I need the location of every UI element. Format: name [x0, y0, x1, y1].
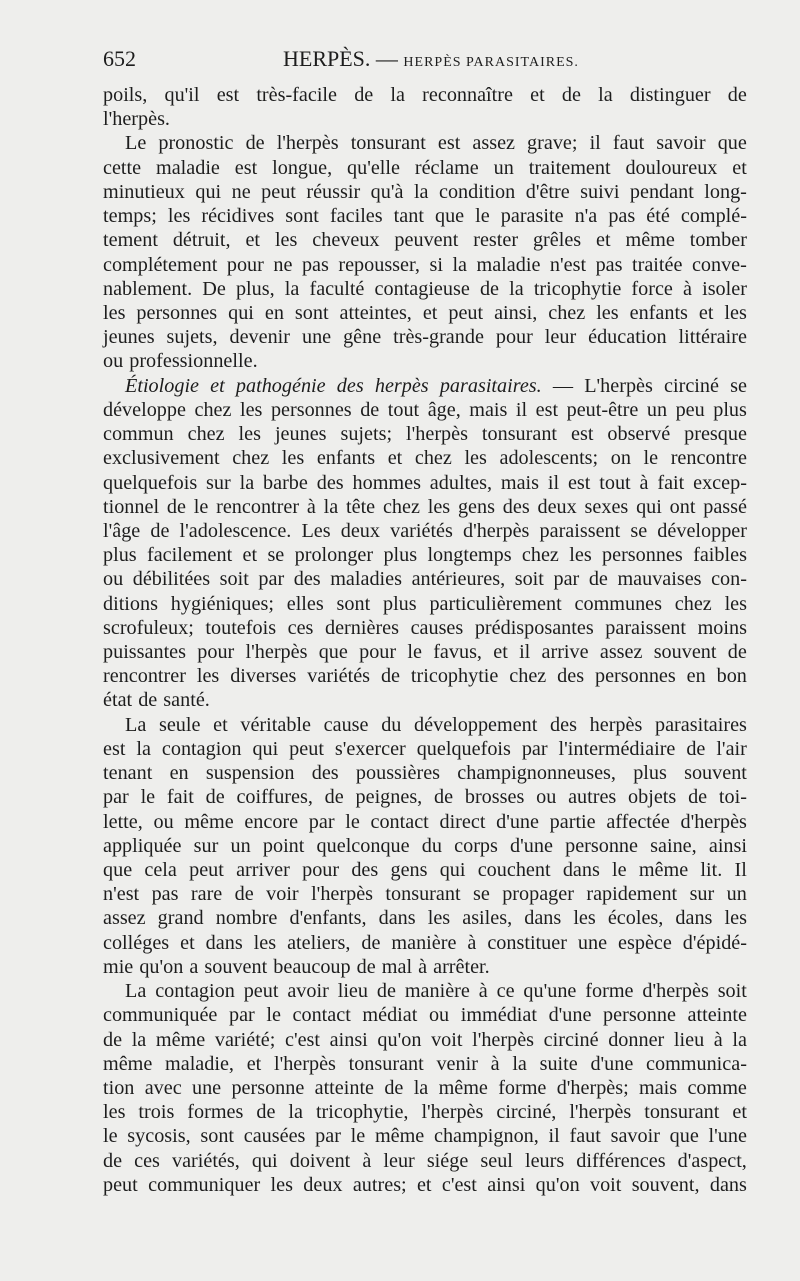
text-line: communiquée par le contact médiat ou immédiat d'une personne atteinte: [103, 1004, 747, 1027]
text-line: l'âge de l'adolescence. Les deux variétés d'herpès paraissent se développer: [103, 519, 747, 542]
text-line: scrofuleux; toutefois ces dernières causes prédisposantes paraissent moins: [103, 616, 747, 639]
text-line: est la contagion qui peut s'exercer quelquefois par l'intermédiaire de l'air: [103, 737, 747, 760]
text-line: nablement. De plus, la faculté contagieuse de la tricophytie force à isoler: [103, 277, 747, 300]
text-line: colléges et dans les ateliers, de manière à constituer une espèce d'épidé-: [103, 931, 747, 954]
text-line: rencontrer les diverses variétés de tricophytie chez des personnes en bon: [103, 665, 747, 688]
text-line: n'est pas rare de voir l'herpès tonsurant se propager rapidement sur un: [103, 883, 747, 906]
text-line: que cela peut arriver pour des gens qui couchent dans le même lit. Il: [103, 859, 747, 881]
text-line: assez grand nombre d'enfants, dans les asiles, dans les écoles, dans les: [103, 907, 747, 930]
text-line: cette maladie est longue, qu'elle réclame un traitement douloureux et: [103, 156, 747, 179]
text-line: La contagion peut avoir lieu de manière à ce qu'une forme d'herpès soit: [125, 980, 747, 1003]
text-line: Le pronostic de l'herpès tonsurant est assez grave; il faut savoir que: [125, 132, 747, 155]
text-line: par le fait de coiffures, de peignes, de brosses ou autres objets de toi-: [103, 786, 747, 809]
text-line: ditions hygiéniques; elles sont plus particulièrement communes chez les: [103, 592, 747, 615]
text-line: même maladie, et l'herpès tonsurant venir à la suite d'une communica-: [103, 1052, 747, 1075]
text-line: quelquefois sur la barbe des hommes adultes, mais il est tout à fait excep-: [103, 471, 747, 494]
chapter-title: HERPÈS. —: [283, 46, 398, 71]
text-line: Étiologie et pathogénie des herpès parasitaires. — L'herpès circiné se: [125, 374, 747, 397]
text-line: tenant en suspension des poussières champignonneuses, plus souvent: [103, 762, 747, 785]
text-line: de ces variétés, qui doivent à leur siége seul leurs différences d'aspect,: [103, 1149, 747, 1172]
text-line: tement détruit, et les cheveux peuvent rester grêles et même tomber: [103, 229, 747, 252]
text-line: La seule et véritable cause du développement des herpès parasitaires: [125, 713, 747, 736]
text-line: appliquée sur un point quelconque du corps d'une personne saine, ainsi: [103, 834, 747, 857]
text-line: les trois formes de la tricophytie, l'herpès circiné, l'herpès tonsurant et: [103, 1101, 747, 1124]
text-line: les personnes qui en sont atteintes, et peut ainsi, chez les enfants et les: [103, 301, 747, 324]
text-line: l'herpès.: [103, 108, 170, 131]
text-line: exclusivement chez les enfants et chez les adolescents; on le rencontre: [103, 447, 747, 470]
text-line: le sycosis, sont causées par le même champignon, il faut savoir que l'une: [103, 1125, 747, 1148]
text-line: peut communiquer les deux autres; et c'est ainsi qu'on voit souvent, dans: [103, 1173, 747, 1196]
text-line: ou professionnelle.: [103, 350, 258, 373]
running-title: [283, 46, 579, 72]
text-line: temps; les récidives sont faciles tant que le parasite n'a pas été complé-: [103, 205, 747, 228]
body-text: [103, 83, 747, 1197]
text-line: mie qu'on a souvent beaucoup de mal à arrêter.: [103, 955, 490, 978]
page-number: 652: [103, 46, 136, 71]
text-line: plus facilement et se prolonger plus longtemps chez les personnes faibles: [103, 544, 747, 567]
text-line: état de santé.: [103, 689, 210, 712]
text-line: commun chez les jeunes sujets; l'herpès tonsurant est observé presque: [103, 423, 747, 446]
running-header: [103, 46, 747, 76]
text-line: minutieux qui ne peut réussir qu'à la condition d'être suivi pendant long-: [103, 180, 747, 203]
text-line: de la même variété; c'est ainsi qu'on voit l'herpès circiné donner lieu à la: [103, 1028, 747, 1051]
section-title: HERPÈS PARASITAIRES.: [403, 55, 579, 70]
text-line: ou débilitées soit par des maladies antérieures, soit par de mauvaises con-: [103, 568, 747, 591]
text-line: jeunes sujets, devenir une gêne très-grande pour leur éducation littéraire: [103, 326, 747, 349]
text-line: tion avec une personne atteinte de la même forme d'herpès; mais comme: [103, 1076, 747, 1099]
text-line: puissantes pour l'herpès que pour le favus, et il arrive assez souvent de: [103, 641, 747, 664]
text-line: poils, qu'il est très-facile de la reconnaître et de la distinguer de: [103, 84, 747, 106]
text-line: développe chez les personnes de tout âge, mais il est peut-être un peu plus: [103, 398, 747, 421]
text-line: lette, ou même encore par le contact direct d'une partie affectée d'herpès: [103, 810, 747, 833]
text-line: complétement pour ne pas repousser, si la maladie n'est pas traitée conve-: [103, 253, 747, 276]
text-line: tionnel de le rencontrer à la tête chez les gens des deux sexes qui ont passé: [103, 495, 747, 518]
